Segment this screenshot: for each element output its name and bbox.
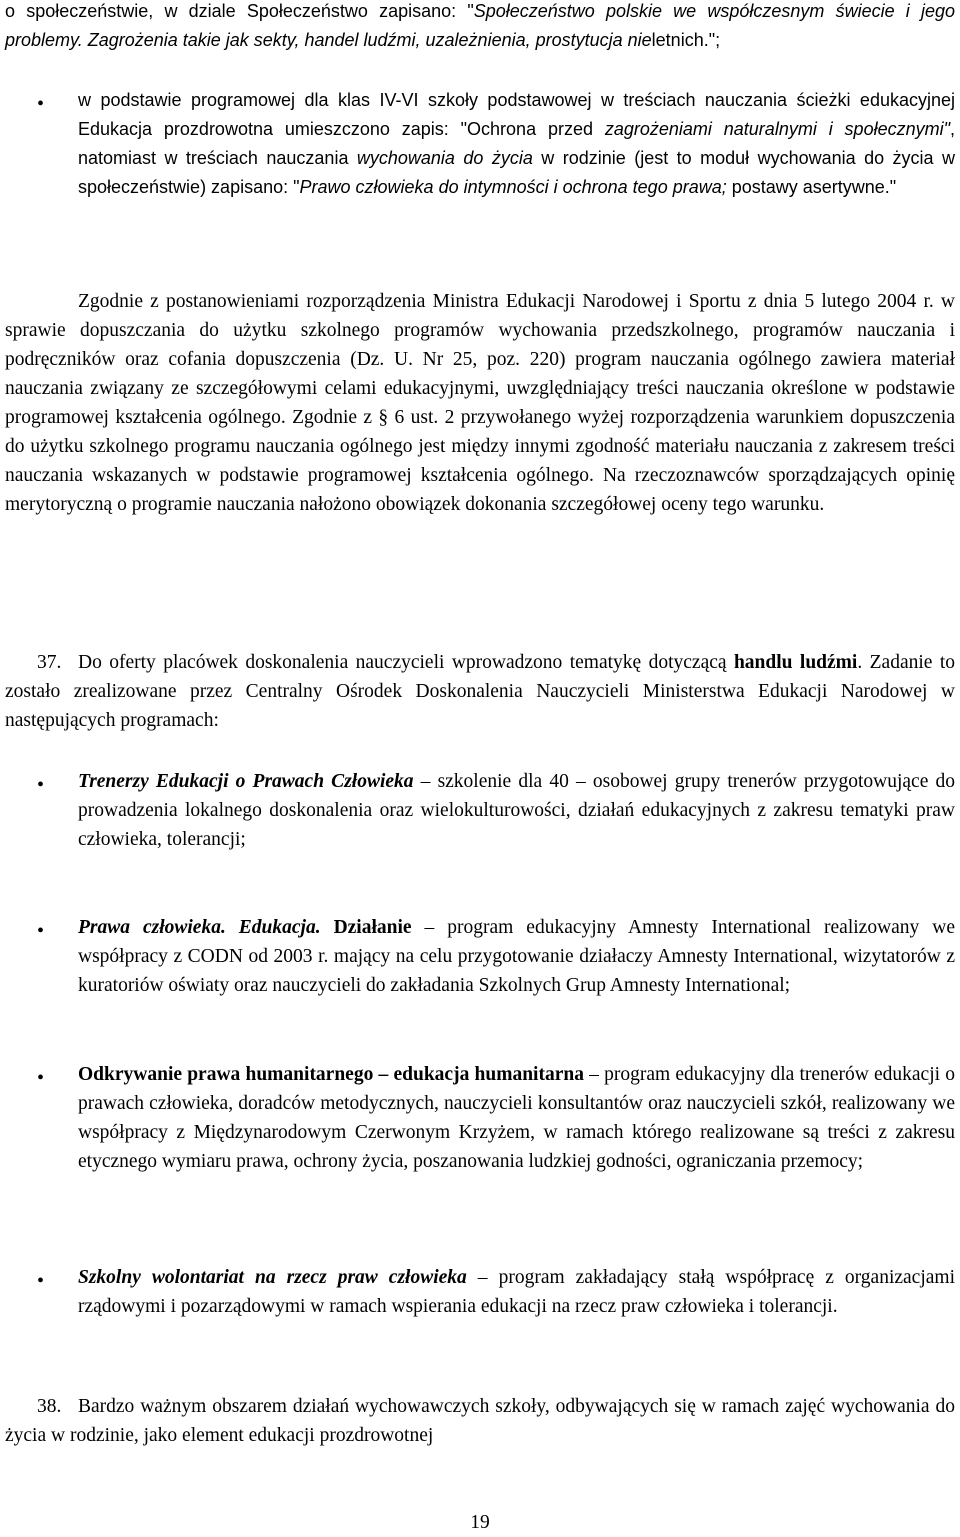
program-title: Odkrywanie prawa humanitarnego – edukacja humanitarna (78, 1064, 584, 1085)
item-37-paragraph (5, 648, 955, 735)
program-description: – program edukacyjny dla trenerów edukacji o prawach człowieka, doradców metodycznych, nauczycieli konsultantów oraz nauczycieli szkół, realizowany we współpracy z Międzynarodowym Czerwonym Krzyżem, w ramach którego realizowane są treści z zakresu etycznego wymiaru prawa, ochrony życia, poszanowania ludzkiej godności, ograniczania przemocy; (78, 1064, 956, 1172)
italic-run: wychowania do życia (356, 148, 533, 168)
program-item (78, 767, 955, 854)
bullet-icon (37, 777, 53, 793)
text-run: postawy asertywne." (726, 177, 897, 197)
text-run: w podstawie programowej dla klas IV-VI szkoły podstawowej w treściach nauczania ścieżki edukacyjnej Edukacja prozdrowotna umieszczono zapis: "Ochrona przed (78, 90, 955, 139)
item-number: 38. (37, 1396, 62, 1417)
item-38-paragraph (5, 1392, 955, 1450)
program-item (78, 1263, 955, 1321)
item-number: 37. (37, 652, 62, 673)
bullet-icon (37, 96, 53, 112)
text-run: letnich."; (651, 30, 721, 50)
program-title-bold: Działanie (320, 917, 412, 938)
italic-run: Prawo człowieka do intymności i ochrona tego prawa; (299, 177, 727, 197)
text-run: w rodzinie (jest to moduł wychowania do życia w społeczeństwie) zapisano: " (78, 148, 955, 197)
program-title: Trenerzy Edukacji o Prawach Człowieka (78, 771, 414, 792)
program-title: Prawa człowieka. Edukacja. (78, 917, 321, 938)
program-item (78, 913, 955, 1000)
top-continuation-text (5, 0, 955, 55)
bold-run: handlu ludźmi (733, 652, 858, 673)
italic-run: Społeczeństwo polskie we współczesnym świecie i jego problemy. Zagrożenia takie jak sekty, handel ludźmi, uzależnienia, prostytucja nie (5, 1, 956, 50)
program-description: – szkolenie dla 40 – osobowej grupy trenerów przygotowujące do prowadzenia lokalnego doskonalenia oraz wielokulturowości, działań edukacyjnych z zakresu tematyki praw człowieka, tolerancji; (78, 771, 955, 850)
bullet-icon (37, 1070, 53, 1086)
program-item (78, 1060, 955, 1176)
text-run: . Zadanie to zostało zrealizowane przez Centralny Ośrodek Doskonalenia Nauczycieli Ministerstwa Edukacji Narodowej w następujących programach: (5, 652, 956, 731)
text-run: o społeczeństwie, w dziale Społeczeństwo zapisano: " (5, 1, 474, 21)
page-number: 19 (470, 1512, 490, 1533)
italic-run: zagrożeniami naturalnymi i społecznymi" (604, 119, 950, 139)
program-description: – program edukacyjny Amnesty International realizowany we współpracy z CODN od 2003 r. mający na celu przygotowanie działaczy Amnesty International, wizytatorów z kuratoriów oświaty oraz nauczycieli do zakładania Szkolnych Grup Amnesty International; (78, 917, 956, 996)
bullet-icon (37, 923, 53, 939)
text-run: Bardzo ważnym obszarem działań wychowawczych szkoły, odbywających się w ramach zajęć wychowania do życia w rodzinie, jako element edukacji prozdrowotnej (5, 1396, 955, 1446)
text-run: , natomiast w treściach nauczania (78, 119, 955, 168)
program-title: Szkolny wolontariat na rzecz praw człowieka (78, 1267, 467, 1288)
bullet-icon (37, 1273, 53, 1289)
text-run: Do oferty placówek doskonalenia nauczycieli wprowadzono tematykę dotyczącą (78, 652, 734, 673)
program-description: – program zakładający stałą współpracę z organizacjami rządowymi i pozarządowymi w ramach wspierania edukacji na rzecz praw człowieka i tolerancji. (78, 1267, 955, 1317)
regulation-paragraph: Zgodnie z postanowieniami rozporządzenia Ministra Edukacji Narodowej i Sportu z dnia 5 lutego 2004 r. w sprawie dopuszczania do użytku szkolnego programów wychowania przedszkolnego, programów nauczania i podręczników oraz cofania dopuszczenia (Dz. U. Nr 25, poz. 220) program nauczania ogólnego zawiera materiał nauczania związany ze szczegółowymi celami edukacyjnymi, uwzględniający treści nauczania określone w podstawie programowej kształcenia ogólnego. Zgodnie z § 6 ust. 2 przywołanego wyżej rozporządzenia warunkiem dopuszczenia do użytku szkolnego programu nauczania ogólnego jest między innymi zgodność materiału nauczania z zakresem treści nauczania wskazanych w podstawie programowej kształcenia ogólnego. Na rzeczoznawców sporządzających opinię merytoryczną o programie nauczania nałożono obowiązek dokonania szczegółowej oceny tego warunku. (5, 291, 955, 515)
bullet-paragraph-curriculum (78, 86, 955, 202)
